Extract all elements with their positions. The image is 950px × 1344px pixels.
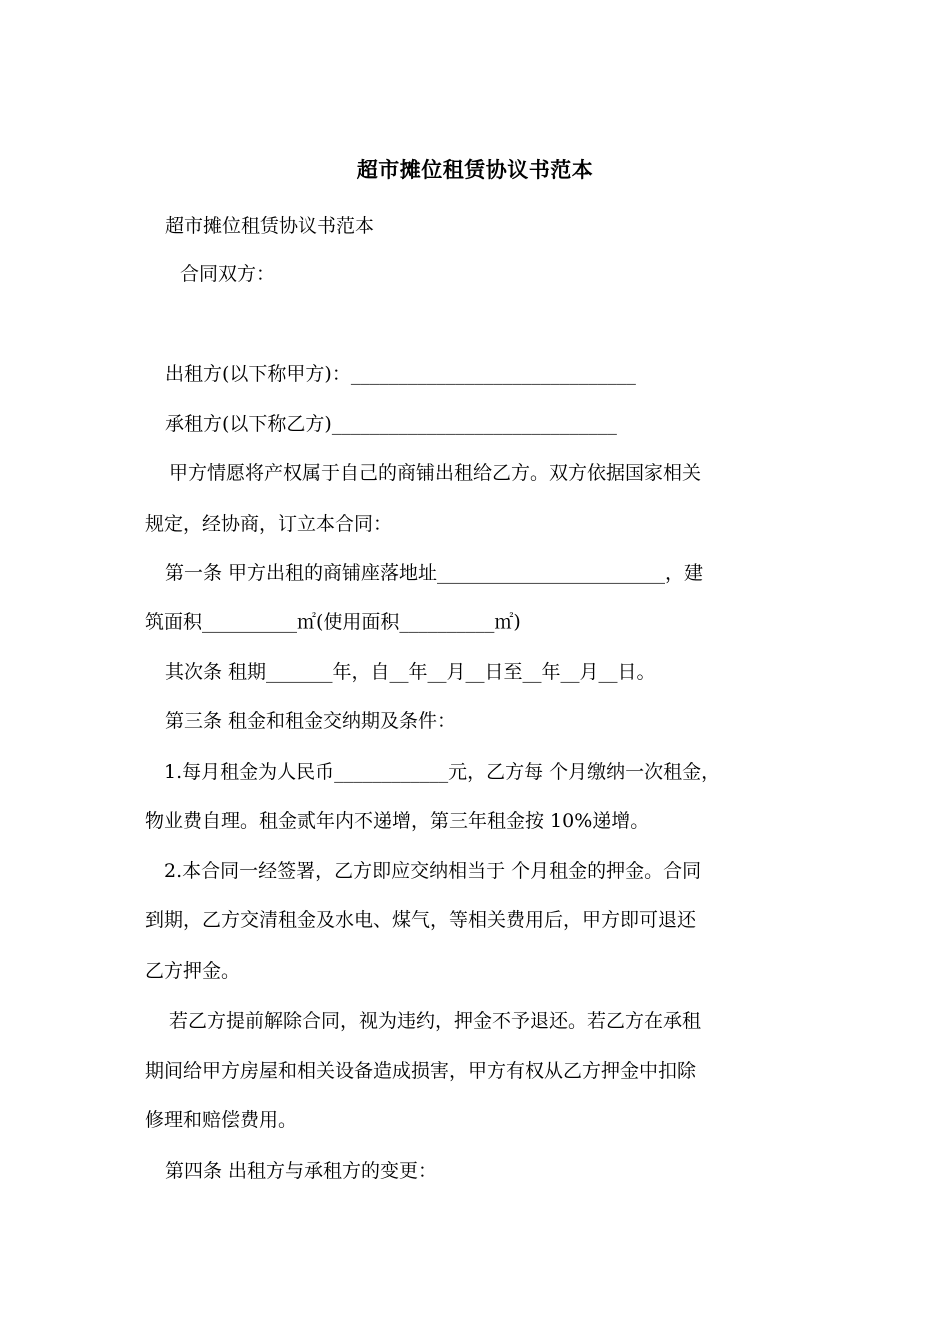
paragraph-line: 乙方押金。	[145, 960, 241, 982]
article-four-heading: 第四条 出租方与承租方的变更：	[165, 1160, 438, 1182]
paragraph-line: 到期，乙方交清租金及水电、煤气，等相关费用后，甲方即可退还	[145, 909, 697, 931]
paragraph-line: 甲方情愿将产权属于自己的商铺出租给乙方。双方依据国家相关	[169, 462, 702, 484]
subtitle-line: 超市摊位租赁协议书范本	[165, 215, 375, 237]
lessee-line: 承租方(以下称乙方)______________________________	[165, 413, 617, 435]
article-one-line: 第一条 甲方出租的商铺座落地址________________________，建	[165, 562, 704, 584]
paragraph-line: 修理和赔偿费用。	[145, 1109, 298, 1131]
paragraph-line: 物业费自理。租金贰年内不递增，第三年租金按 10%递增。	[145, 810, 650, 832]
clause-two-line: 2.本合同一经签署，乙方即应交纳相当于 个月租金的押金。合同	[164, 860, 702, 882]
clause-one-line: 1.每月租金为人民币____________元，乙方每 个月缴纳一次租金，	[164, 761, 721, 783]
document-title: 超市摊位租赁协议书范本	[356, 157, 594, 182]
article-two-line: 其次条 租期_______年，自__年__月__日至__年__月__日。	[165, 661, 656, 683]
paragraph-line: 期间给甲方房屋和相关设备造成损害，甲方有权从乙方押金中扣除	[145, 1060, 697, 1082]
lessor-line: 出租方(以下称甲方)：______________________________	[165, 363, 636, 385]
article-three-heading: 第三条 租金和租金交纳期及条件：	[165, 710, 457, 732]
paragraph-line: 若乙方提前解除合同，视为违约，押金不予退还。若乙方在承租	[169, 1010, 702, 1032]
parties-heading: 合同双方：	[180, 263, 276, 285]
paragraph-line: 筑面积__________㎡(使用面积__________㎡)	[145, 611, 521, 633]
paragraph-line: 规定，经协商，订立本合同：	[145, 513, 393, 535]
